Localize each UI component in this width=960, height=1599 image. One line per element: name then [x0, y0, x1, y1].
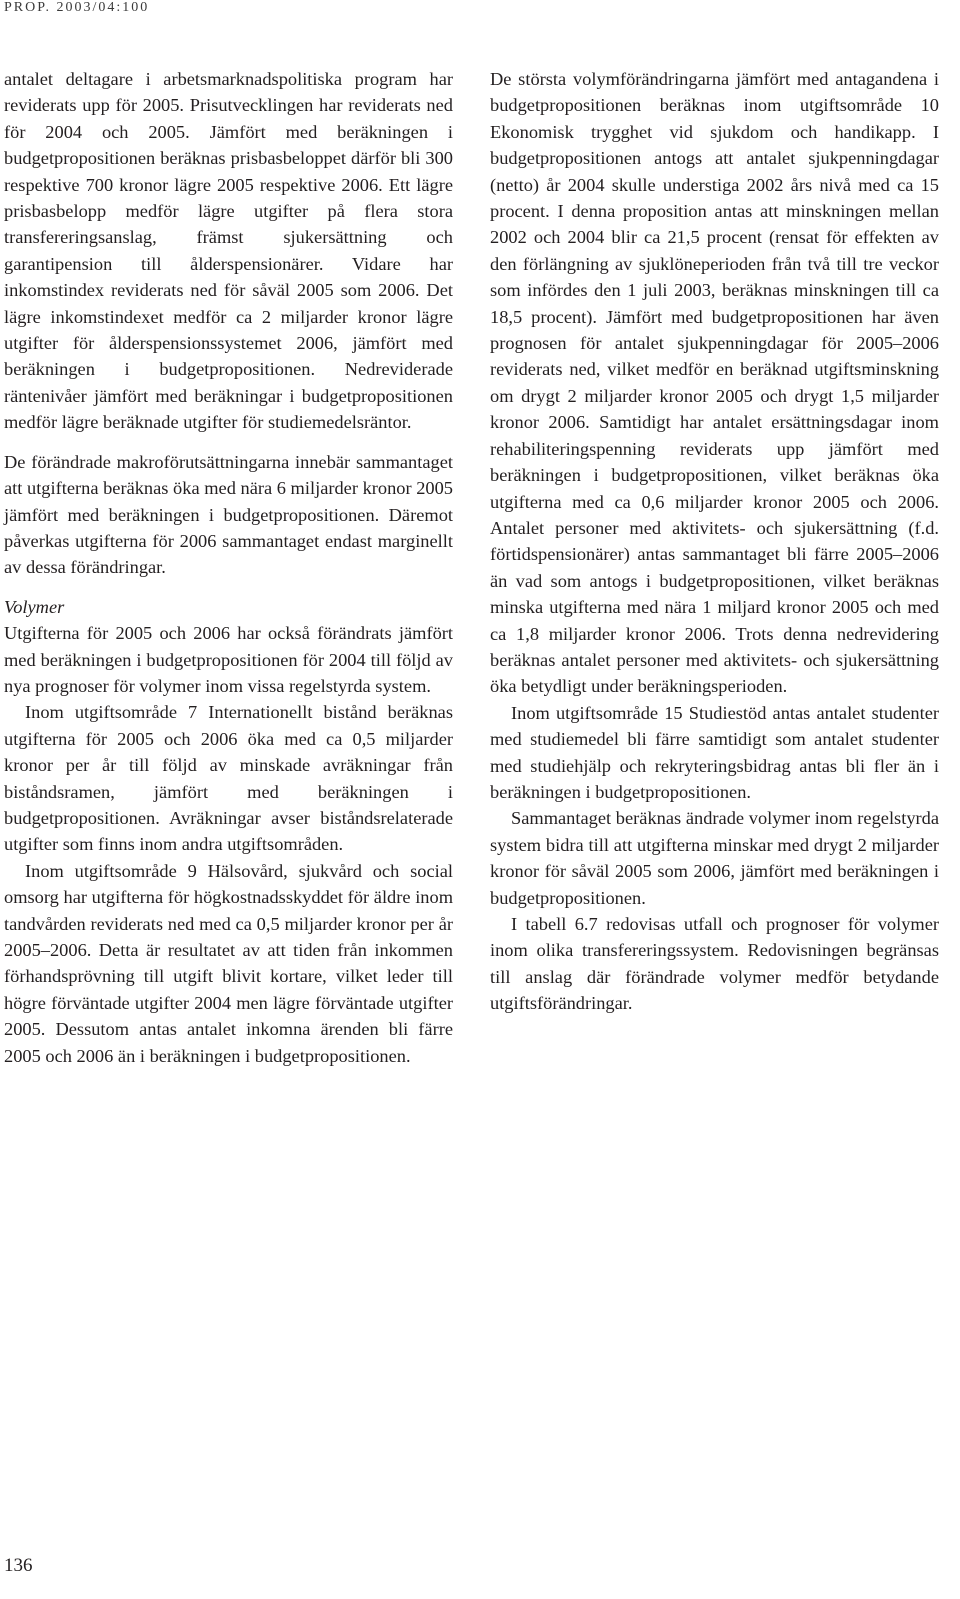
paragraph: Inom utgiftsområde 9 Hälsovård, sjukvård och social omsorg har utgifterna för högkostnadsskyddet för äldre inom tandvården reviderats ned med ca 0,5 miljarder kronor per år 2005–2006. Detta är resultatet av att tiden från inkommen förhandsprövning till utgift blivit kortare, vilket leder till högre förväntade utgifter 2004 men lägre förväntade utgifter 2005. Dessutom antas antalet inkomna ärenden bli färre 2005 och 2006 än i beräkningen i budgetpropositionen.	[4, 860, 453, 1066]
page-number: 136	[4, 1555, 33, 1576]
paragraph: Utgifterna för 2005 och 2006 har också förändrats jämfört med beräkningen i budgetpropositionen för 2004 till följd av nya prognoser för volymer inom vissa regelstyrda system.	[4, 623, 453, 696]
left-column	[4, 66, 453, 1069]
paragraph: Inom utgiftsområde 15 Studiestöd antas antalet studenter med studiemedel bli färre samtidigt som antalet studenter med studiehjälp och rekryteringsbidrag antas bli fler än i beräkningen i budgetpropositionen.	[490, 702, 939, 802]
paragraph: Sammantaget beräknas ändrade volymer inom regelstyrda system bidra till att utgifterna minskar med drygt 2 miljarder kronor för såväl 2005 som 2006, jämfört med beräkningen i budgetpropositionen.	[490, 808, 939, 908]
paragraph: I tabell 6.7 redovisas utfall och prognoser för volymer inom olika transfereringssystem. Redovisningen begränsas till anslag där förändrade volymer medför betydande utgiftsförändringar.	[490, 914, 939, 1014]
paragraph: De förändrade makroförutsättningarna innebär sammantaget att utgifterna beräknas öka med nära 6 miljarder kronor 2005 jämfört med beräkningen i budgetpropositionen. Däremot påverkas utgifterna för 2006 sammantaget endast marginellt av dessa förändringar.	[4, 451, 453, 578]
paragraph: antalet deltagare i arbetsmarknadspolitiska program har reviderats upp för 2005. Prisutvecklingen har reviderats ned för 2004 och 2005. Jämfört med beräkningen i budgetpropositionen beräknas prisbasbeloppet därför bli 300 respektive 700 kronor lägre 2005 respektive 2006. Ett lägre prisbasbelopp medför lägre utgifter på flera stora transfereringsanslag, främst sjukersättning och garantipension till ålderspensionärer. Vidare har inkomstindex reviderats ned för såväl 2005 som 2006. Det lägre inkomstindexet medför ca 2 miljarder kronor lägre utgifter för ålderspensionssystemet 2006, jämfört med beräkningen i budgetpropositionen. Nedreviderade räntenivåer jämfört med beräkningar i budgetpropositionen medför lägre beräknade utgifter för studiemedelsräntor.	[4, 69, 453, 433]
right-column	[490, 66, 939, 1017]
running-head: PROP. 2003/04:100	[4, 0, 150, 15]
paragraph: De största volymförändringarna jämfört med antagandena i budgetpropositionen beräknas inom utgiftsområde 10 Ekonomisk trygghet vid sjukdom och handikapp. I budgetpropositionen antogs att antalet sjukpenningdagar (netto) år 2004 skulle understiga 2002 års nivå med ca 15 procent. I denna proposition antas att minskningen mellan 2002 och 2004 blir ca 21,5 procent (rensat för effekten av den förlängning av sjuklöneperioden från två till tre veckor som infördes den 1 juli 2003, beräknas minskningen till ca 18,5 procent). Jämfört med budgetpropositionen har även prognosen för antalet sjukpenningdagar för 2005–2006 reviderats ned, vilket medför en beräknad utgiftsminskning om drygt 2 miljarder kronor 2005 och drygt 1,5 miljarder kronor 2006. Samtidigt har antalet ersättningsdagar inom rehabiliteringspenning reviderats upp jämfört med beräkningen i budgetpropositionen, vilket beräknas öka utgifterna med ca 0,6 miljarder kronor 2005 och 2006. Antalet personer med aktivitets- och sjukersättning (f.d. förtidspensionärer) antas sammantaget bli färre 2005–2006 än vad som antogs i budgetpropositionen, vilket beräknas minska utgifterna med nära 1 miljard kronor 2005 och med ca 1,8 miljarder kronor 2006. Trots denna nedrevidering beräknas antalet personer med aktivitets- och sjukersättning öka betydligt under beräkningsperioden.	[490, 69, 939, 697]
section-heading-volymer: Volymer	[4, 596, 65, 617]
paragraph: Inom utgiftsområde 7 Internationellt bistånd beräknas utgifterna för 2005 och 2006 öka med ca 0,5 miljarder kronor per år till följd av minskade avräkningar från biståndsramen, jämfört med beräkningen i budgetpropositionen. Avräkningar avser biståndsrelaterade utgifter som finns inom andra utgiftsområden.	[4, 702, 453, 855]
